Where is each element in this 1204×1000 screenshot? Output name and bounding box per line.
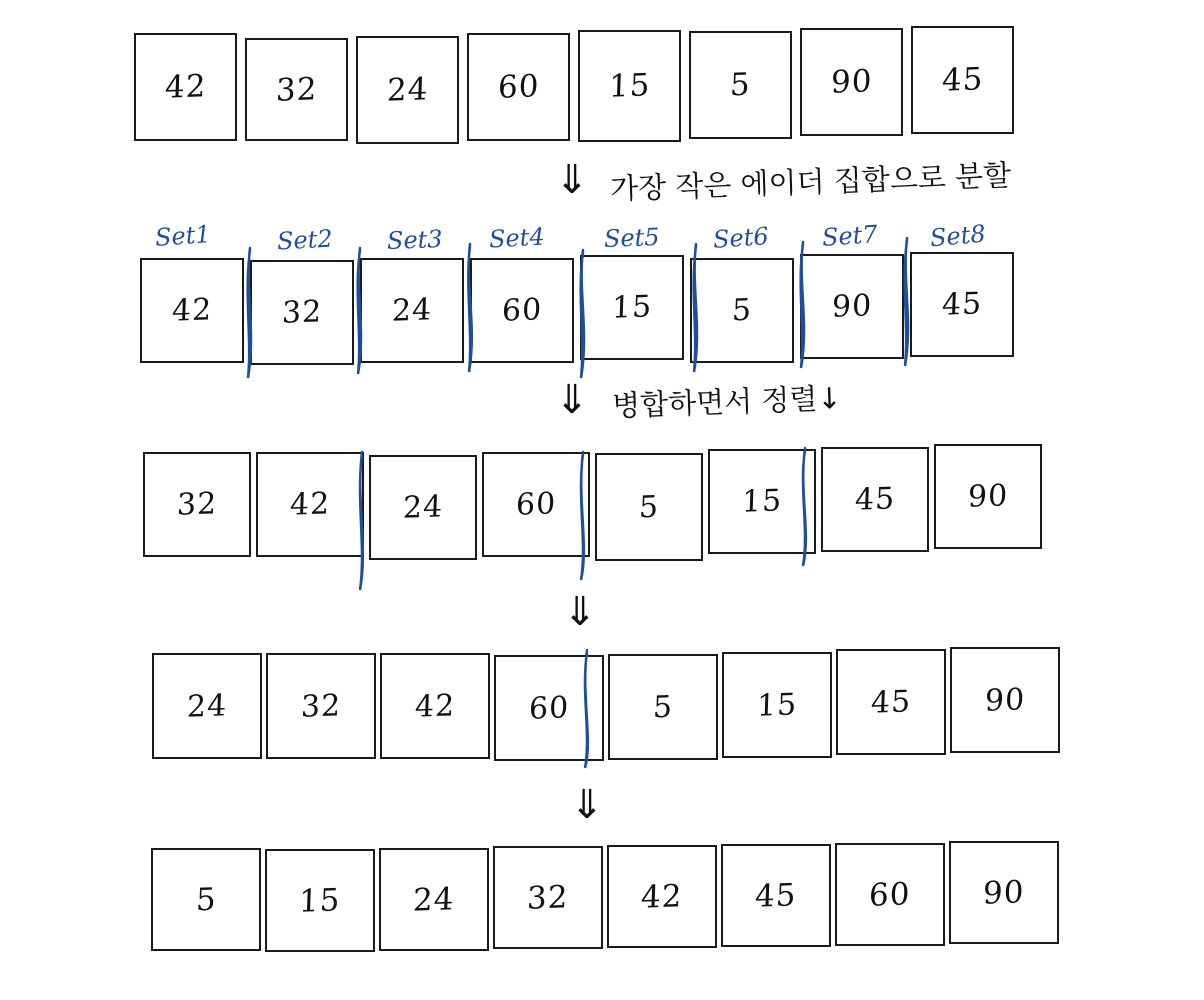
cell-value: 15 <box>298 881 342 920</box>
array-cell <box>608 654 718 760</box>
cell-value: 60 <box>515 486 557 523</box>
arrow-merge-3-icon: ⇓ <box>570 782 604 828</box>
array-cell <box>689 31 792 139</box>
array-cell <box>356 36 459 144</box>
cell-value: 45 <box>870 683 912 721</box>
cell-value: 45 <box>941 286 983 323</box>
cell-value: 5 <box>652 689 674 725</box>
cell-value: 60 <box>868 875 912 914</box>
arrow-merge-2-icon: ⇓ <box>563 589 597 635</box>
cell-value: 24 <box>391 292 433 329</box>
cell-value: 24 <box>386 71 429 109</box>
array-cell <box>467 33 570 141</box>
cell-value: 42 <box>640 877 684 916</box>
cell-value: 5 <box>729 66 752 104</box>
array-cell <box>250 260 354 365</box>
array-cell <box>934 444 1042 549</box>
cell-value: 15 <box>608 67 651 105</box>
array-cell <box>140 258 244 363</box>
array-cell <box>143 452 251 557</box>
set-label-8: Set8 <box>928 219 987 253</box>
cell-value: 5 <box>195 881 217 918</box>
cell-value: 90 <box>830 63 873 101</box>
set-label-2: Set2 <box>276 224 334 256</box>
array-cell <box>722 652 832 758</box>
array-cell <box>369 455 477 560</box>
array-cell <box>950 647 1060 753</box>
set-label-4: Set4 <box>488 222 546 254</box>
merge-annotation: 병합하면서 정렬↓ <box>611 381 843 423</box>
cell-value: 45 <box>941 61 984 99</box>
split-array-row <box>140 258 1020 365</box>
merge-pass-1-row <box>143 452 1047 561</box>
array-cell <box>911 26 1014 134</box>
cell-value: 24 <box>412 880 456 919</box>
array-cell <box>265 849 375 952</box>
array-cell <box>152 653 262 759</box>
array-cell <box>708 449 816 554</box>
array-cell <box>482 452 590 557</box>
cell-value: 32 <box>176 486 218 523</box>
array-cell <box>266 653 376 759</box>
array-cell <box>821 447 929 552</box>
array-cell <box>690 258 794 363</box>
array-cell <box>607 845 717 948</box>
cell-value: 90 <box>831 288 873 325</box>
arrow-split-icon: ⇓ <box>555 157 589 203</box>
cell-value: 60 <box>528 689 570 727</box>
array-cell <box>721 844 831 947</box>
set-label-6: Set6 <box>712 222 770 254</box>
cell-value: 42 <box>171 292 213 329</box>
set-label-5: Set5 <box>603 223 661 253</box>
cell-value: 32 <box>275 70 318 109</box>
cell-value: 24 <box>186 687 228 725</box>
cell-value: 42 <box>414 687 456 725</box>
arrow-merge-1-icon: ⇓ <box>555 377 589 423</box>
cell-value: 32 <box>281 294 323 331</box>
array-cell <box>493 846 603 949</box>
set-label-7: Set7 <box>821 220 879 252</box>
set-label-3: Set3 <box>386 225 444 255</box>
array-cell <box>949 841 1059 944</box>
cell-value: 15 <box>611 289 653 326</box>
cell-value: 60 <box>497 68 540 106</box>
array-cell <box>578 30 681 142</box>
array-cell <box>800 28 903 136</box>
cell-value: 15 <box>741 483 783 520</box>
cell-value: 90 <box>967 478 1009 515</box>
array-cell <box>494 655 604 761</box>
cell-value: 32 <box>300 687 342 725</box>
array-cell <box>380 653 490 759</box>
set-label-1: Set1 <box>154 220 212 252</box>
merged-final-row <box>151 848 1063 952</box>
merge-pass-2-row <box>152 653 1064 761</box>
cell-value: 32 <box>526 878 570 917</box>
cell-value: 45 <box>754 876 798 915</box>
array-cell <box>800 254 904 359</box>
original-array-row <box>134 33 1022 144</box>
cell-value: 90 <box>984 681 1026 719</box>
cell-value: 60 <box>501 292 543 329</box>
array-cell <box>360 258 464 363</box>
cell-value: 15 <box>756 686 798 724</box>
cell-value: 45 <box>854 481 896 518</box>
cell-value: 24 <box>402 489 444 526</box>
cell-value: 5 <box>731 292 753 329</box>
array-cell <box>835 843 945 946</box>
array-cell <box>245 38 348 141</box>
cell-value: 5 <box>638 489 660 525</box>
array-cell <box>470 258 574 363</box>
array-cell <box>151 848 261 951</box>
cell-value: 42 <box>289 486 331 523</box>
array-cell <box>580 255 684 360</box>
array-cell <box>910 252 1014 357</box>
array-cell <box>134 33 237 141</box>
array-cell <box>379 848 489 951</box>
array-cell <box>595 453 703 561</box>
split-annotation: 가장 작은 에이더 집합으로 분할 <box>609 158 1012 206</box>
cell-value: 42 <box>164 68 207 106</box>
cell-value: 90 <box>982 873 1026 912</box>
array-cell <box>256 452 364 557</box>
array-cell <box>836 649 946 755</box>
